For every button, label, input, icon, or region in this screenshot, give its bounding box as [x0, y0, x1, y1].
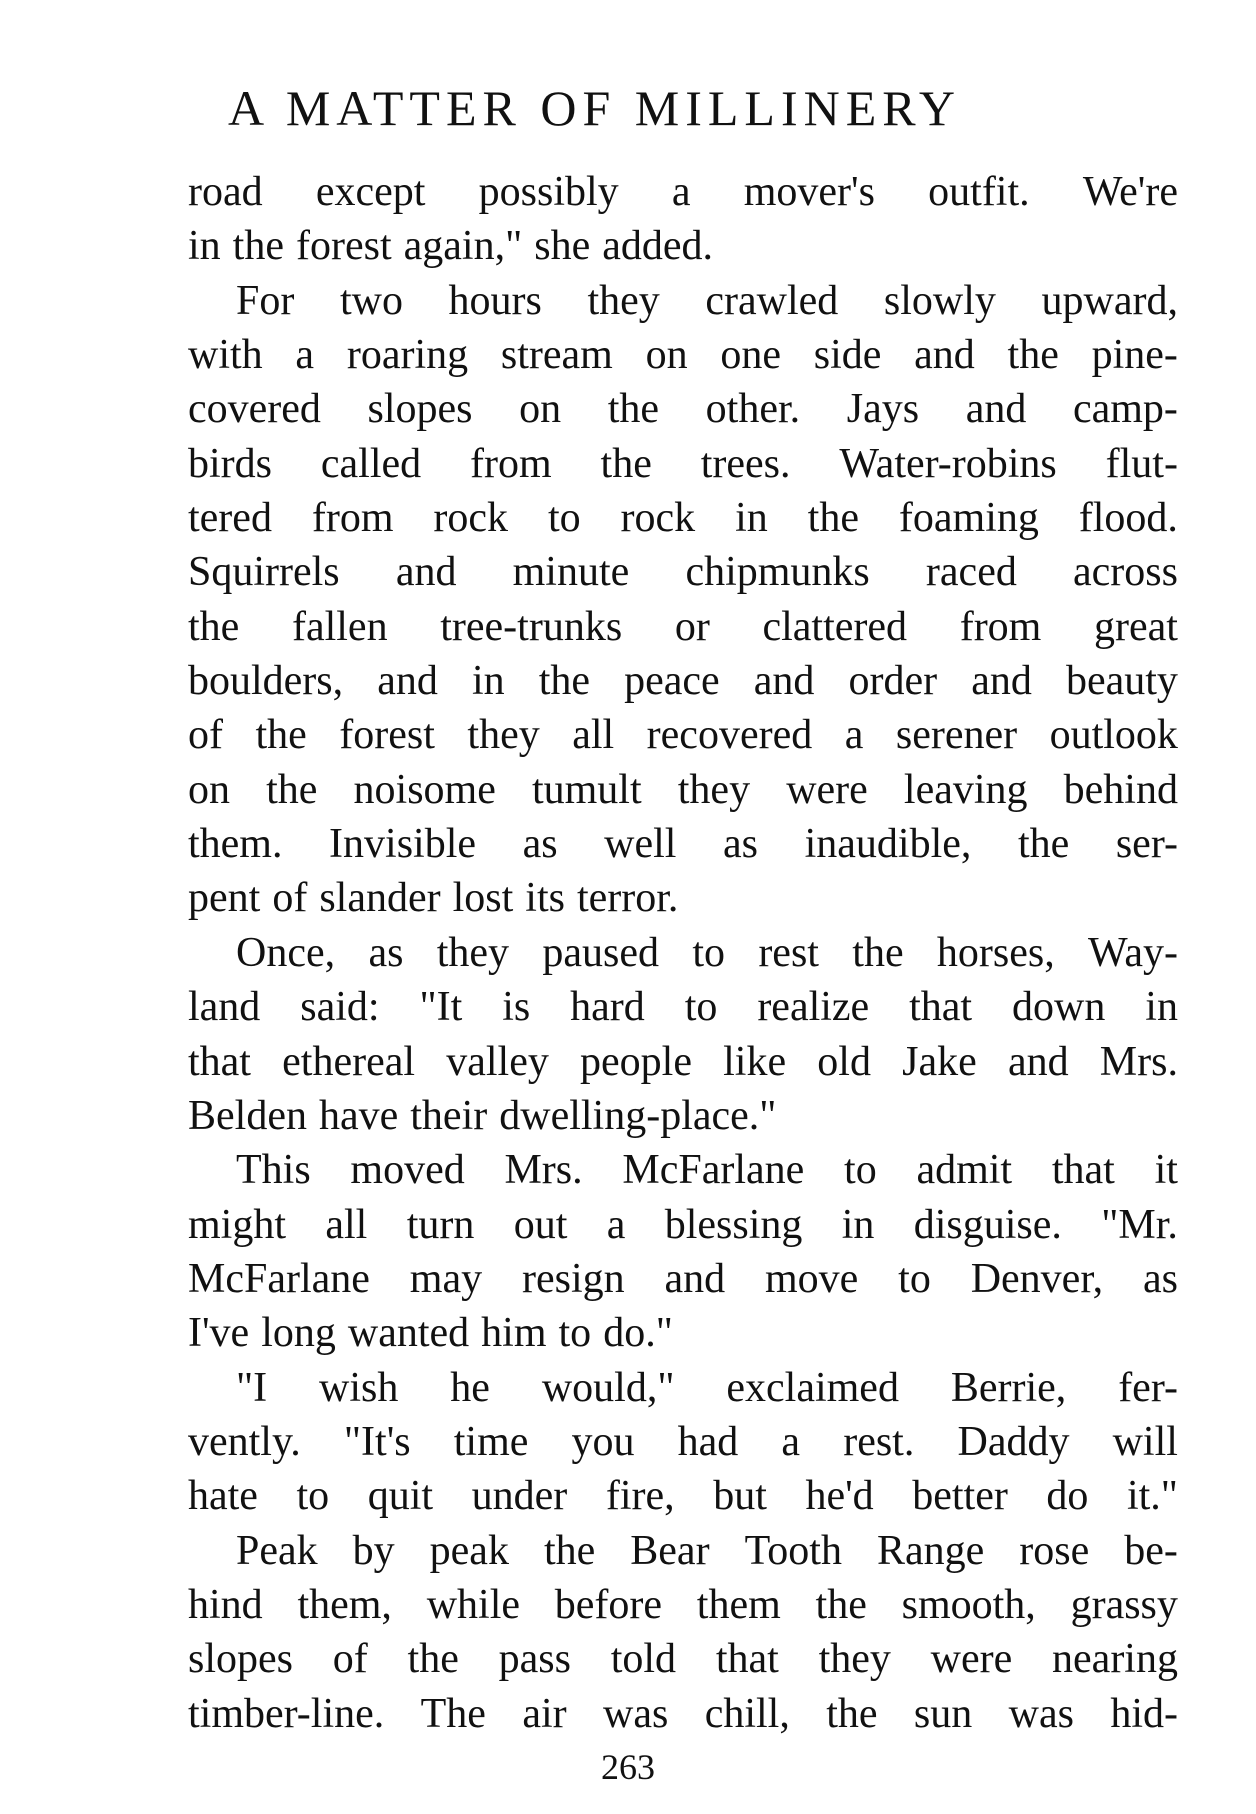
word: Berrie,: [950, 1364, 1067, 1411]
text-line: [188, 491, 1178, 545]
word: will: [1112, 1418, 1178, 1465]
word: other.: [705, 386, 801, 433]
word: they: [587, 277, 660, 324]
word: a: [295, 332, 315, 379]
page-number: 263: [601, 1747, 655, 1787]
word: that: [1051, 1147, 1115, 1194]
word: resign: [521, 1255, 625, 1302]
word: Mrs.: [1099, 1038, 1178, 1085]
word: to: [558, 1310, 592, 1357]
word: nearing: [1052, 1636, 1178, 1683]
text-line: [188, 1415, 1178, 1469]
word: serener: [895, 712, 1018, 759]
text-line: [188, 1143, 1178, 1197]
word: wanted: [347, 1310, 470, 1357]
word: two: [339, 277, 403, 324]
word: tered: [188, 495, 272, 542]
word: do.": [603, 1310, 673, 1357]
word: he: [450, 1364, 490, 1411]
word: and: [753, 658, 815, 705]
word: mover's: [743, 169, 875, 215]
word: a: [844, 712, 864, 759]
text-line: [188, 219, 1178, 273]
word: as: [522, 821, 558, 868]
word: rest.: [843, 1418, 915, 1465]
word: forest: [295, 223, 392, 270]
word: foaming: [898, 495, 1039, 542]
word: outlook: [1049, 712, 1178, 759]
word: Jays: [846, 386, 920, 433]
word: clattered: [762, 603, 908, 650]
word: said:: [300, 984, 380, 1031]
word: hind: [188, 1581, 263, 1628]
word: Squirrels: [188, 549, 340, 596]
word: Tooth: [744, 1527, 842, 1574]
word: slowly: [883, 277, 996, 324]
word: the: [852, 929, 904, 976]
word: to: [692, 929, 725, 976]
word: they: [436, 929, 510, 976]
text-line: [188, 1252, 1178, 1306]
word: its: [525, 875, 565, 922]
word: minute: [512, 549, 630, 596]
word: from: [311, 495, 394, 542]
word: would,": [541, 1364, 675, 1411]
word: out: [513, 1201, 568, 1248]
word: might: [188, 1201, 287, 1248]
word: the: [538, 658, 591, 705]
text-line: [188, 926, 1178, 980]
word: peace: [624, 658, 720, 705]
word: was: [1008, 1690, 1074, 1737]
word: as: [723, 821, 759, 868]
word: tumult: [531, 766, 642, 813]
word: Mrs.: [504, 1147, 583, 1194]
word: on: [519, 386, 562, 433]
word: the: [232, 223, 284, 270]
word: road: [188, 169, 263, 215]
body-text: [188, 165, 1178, 1741]
word: as: [368, 929, 404, 976]
word: sun: [913, 1690, 973, 1737]
text-line: [188, 1035, 1178, 1089]
word: like: [723, 1038, 787, 1085]
word: long: [261, 1310, 336, 1357]
word: behind: [1063, 766, 1178, 813]
word: called: [320, 440, 422, 487]
word: Range: [876, 1527, 985, 1574]
text-line: [188, 545, 1178, 599]
word: again,": [403, 223, 523, 270]
word: but: [713, 1473, 767, 1520]
word: in: [188, 223, 221, 270]
word: outfit.: [928, 169, 1030, 215]
word: admit: [916, 1147, 1013, 1194]
word: Way-: [1088, 929, 1178, 976]
word: to: [547, 495, 581, 542]
text-line: [188, 1524, 1178, 1578]
word: leaving: [903, 766, 1028, 813]
word: grassy: [1070, 1581, 1178, 1628]
word: timber-line.: [188, 1690, 385, 1737]
word: fire,: [605, 1473, 675, 1520]
word: them: [696, 1581, 781, 1628]
word: recovered: [646, 712, 813, 759]
word: well: [604, 821, 677, 868]
word: possibly: [478, 169, 619, 215]
running-head: A MATTER OF MILLINERY: [228, 80, 961, 136]
word: she: [534, 223, 591, 270]
word: wish: [319, 1364, 399, 1411]
text-line: [188, 328, 1178, 382]
text-line: [188, 1578, 1178, 1632]
word: under: [471, 1473, 568, 1520]
word: ethereal: [282, 1038, 416, 1085]
word: boulders,: [188, 658, 344, 705]
word: the: [600, 440, 652, 487]
text-line: [188, 600, 1178, 654]
word: camp-: [1072, 386, 1178, 433]
word: slopes: [367, 386, 473, 433]
word: lost: [452, 875, 514, 922]
word: on: [188, 766, 230, 813]
word: the: [266, 766, 318, 813]
text-line: [188, 708, 1178, 762]
word: and: [377, 658, 438, 705]
word: upward,: [1041, 277, 1178, 324]
word: stream: [500, 332, 613, 379]
text-line: [188, 382, 1178, 436]
word: McFarlane: [622, 1147, 805, 1194]
word: crawled: [705, 277, 839, 324]
word: For: [236, 277, 295, 324]
word: roaring: [346, 332, 469, 379]
text-line: [188, 654, 1178, 708]
word: their: [410, 1092, 488, 1139]
word: great: [1094, 603, 1178, 650]
text-line: [188, 980, 1178, 1034]
word: Once,: [236, 929, 336, 976]
word: of: [332, 1636, 368, 1683]
word: fer-: [1118, 1364, 1178, 1411]
word: terror.: [576, 875, 679, 922]
text-line: [188, 1089, 1178, 1143]
word: from: [959, 603, 1042, 650]
word: trees.: [700, 440, 791, 487]
word: Daddy: [957, 1418, 1070, 1465]
text-line: [188, 1469, 1178, 1523]
word: Water-robins: [839, 440, 1057, 487]
word: covered: [188, 386, 321, 433]
word: chill,: [704, 1690, 790, 1737]
word: it.": [1126, 1473, 1178, 1520]
word: rock: [620, 495, 696, 542]
text-line: [188, 1306, 1178, 1360]
word: birds: [188, 440, 272, 487]
word: it: [1154, 1147, 1178, 1194]
word: The: [420, 1690, 486, 1737]
word: ser-: [1115, 821, 1178, 868]
word: of: [188, 712, 223, 759]
word: pent: [188, 875, 261, 922]
word: were: [786, 766, 868, 813]
word: the: [255, 712, 307, 759]
word: rock: [433, 495, 509, 542]
word: blessing: [664, 1201, 803, 1248]
word: slopes: [188, 1636, 293, 1683]
word: they: [677, 766, 751, 813]
word: them,: [297, 1581, 392, 1628]
word: may: [409, 1255, 483, 1302]
word: noisome: [353, 766, 496, 813]
word: the: [1007, 332, 1059, 379]
word: to: [296, 1473, 330, 1520]
word: all: [325, 1201, 368, 1248]
word: tree-trunks: [440, 603, 623, 650]
word: forest: [339, 712, 435, 759]
word: beauty: [1065, 658, 1178, 705]
word: be-: [1124, 1527, 1178, 1574]
text-line: [188, 1632, 1178, 1686]
word: that: [909, 984, 973, 1031]
word: McFarlane: [188, 1255, 370, 1302]
word: one: [720, 332, 781, 379]
word: Bear: [630, 1527, 710, 1574]
word: a: [671, 169, 691, 215]
word: they: [818, 1636, 891, 1683]
word: moved: [350, 1147, 465, 1194]
word: to: [898, 1255, 931, 1302]
word: in: [471, 658, 505, 705]
word: while: [426, 1581, 520, 1628]
word: smooth,: [901, 1581, 1036, 1628]
text-line: [188, 274, 1178, 328]
text-line: [188, 437, 1178, 491]
word: Invisible: [329, 821, 477, 868]
word: the: [1017, 821, 1070, 868]
word: down: [1012, 984, 1106, 1031]
word: them.: [188, 821, 283, 868]
word: the: [543, 1527, 596, 1574]
word: he'd: [805, 1473, 874, 1520]
word: hours: [448, 277, 542, 324]
word: added.: [602, 223, 714, 270]
word: across: [1073, 549, 1178, 596]
word: they: [467, 712, 540, 759]
word: is: [502, 984, 531, 1031]
word: better: [912, 1473, 1008, 1520]
word: the: [807, 495, 859, 542]
word: I've: [188, 1310, 250, 1357]
word: to: [684, 984, 718, 1031]
word: hard: [570, 984, 645, 1031]
word: and: [965, 386, 1027, 433]
word: and: [914, 332, 975, 379]
word: air: [522, 1690, 567, 1737]
word: "It's: [343, 1418, 411, 1465]
word: and: [664, 1255, 726, 1302]
word: by: [352, 1527, 395, 1574]
word: a: [781, 1418, 801, 1465]
word: Jake: [902, 1038, 977, 1085]
word: in: [841, 1201, 875, 1248]
word: except: [315, 169, 426, 215]
text-line: [188, 165, 1178, 219]
word: that: [715, 1636, 779, 1683]
word: in: [1145, 984, 1178, 1031]
word: and: [1007, 1038, 1069, 1085]
word: order: [848, 658, 938, 705]
word: told: [610, 1636, 677, 1683]
word: This: [236, 1147, 311, 1194]
word: "I: [236, 1364, 268, 1411]
word: dwelling-place.": [499, 1092, 777, 1139]
word: or: [674, 603, 710, 650]
word: rose: [1019, 1527, 1090, 1574]
word: exclaimed: [726, 1364, 899, 1411]
word: before: [554, 1581, 663, 1628]
word: We're: [1082, 169, 1178, 215]
word: hid-: [1110, 1690, 1178, 1737]
word: chipmunks: [685, 549, 870, 596]
word: the: [407, 1636, 459, 1683]
word: time: [453, 1418, 529, 1465]
word: move: [765, 1255, 859, 1302]
word: a: [606, 1201, 626, 1248]
word: him: [481, 1310, 547, 1357]
word: valley: [446, 1038, 549, 1085]
word: vently.: [188, 1418, 301, 1465]
text-line: [188, 1198, 1178, 1252]
word: flut-: [1105, 440, 1178, 487]
word: on: [645, 332, 688, 379]
word: fallen: [291, 603, 388, 650]
word: flood.: [1078, 495, 1178, 542]
word: were: [930, 1636, 1013, 1683]
word: "Mr.: [1101, 1201, 1178, 1248]
word: old: [817, 1038, 871, 1085]
word: you: [571, 1418, 635, 1465]
word: paused: [542, 929, 660, 976]
word: and: [971, 658, 1032, 705]
word: of: [272, 875, 308, 922]
word: with: [188, 332, 263, 379]
word: realize: [757, 984, 870, 1031]
word: had: [677, 1418, 739, 1465]
word: people: [580, 1038, 692, 1085]
text-line: [188, 871, 1178, 925]
word: slander: [319, 875, 441, 922]
word: Peak: [236, 1527, 318, 1574]
word: the: [815, 1581, 867, 1628]
word: "It: [419, 984, 463, 1031]
text-line: [188, 763, 1178, 817]
text-line: [188, 1361, 1178, 1415]
word: turn: [406, 1201, 475, 1248]
word: that: [188, 1038, 251, 1085]
word: raced: [925, 549, 1017, 596]
word: pine-: [1091, 332, 1178, 379]
word: land: [188, 984, 261, 1031]
word: side: [813, 332, 882, 379]
word: Belden: [188, 1092, 307, 1139]
word: rest: [758, 929, 819, 976]
word: was: [602, 1690, 669, 1737]
word: pass: [498, 1636, 571, 1683]
word: peak: [429, 1527, 509, 1574]
word: the: [826, 1690, 878, 1737]
word: hate: [188, 1473, 258, 1520]
text-line: [188, 1687, 1178, 1741]
word: Denver,: [970, 1255, 1104, 1302]
text-line: [188, 817, 1178, 871]
word: in: [735, 495, 768, 542]
word: as: [1142, 1255, 1178, 1302]
word: to: [844, 1147, 877, 1194]
word: the: [188, 603, 240, 650]
word: inaudible,: [804, 821, 972, 868]
word: have: [318, 1092, 399, 1139]
word: do: [1046, 1473, 1089, 1520]
word: from: [470, 440, 552, 487]
word: quit: [367, 1473, 434, 1520]
word: disguise.: [913, 1201, 1062, 1248]
word: all: [572, 712, 615, 759]
word: horses,: [936, 929, 1055, 976]
word: and: [395, 549, 457, 596]
word: the: [607, 386, 660, 433]
